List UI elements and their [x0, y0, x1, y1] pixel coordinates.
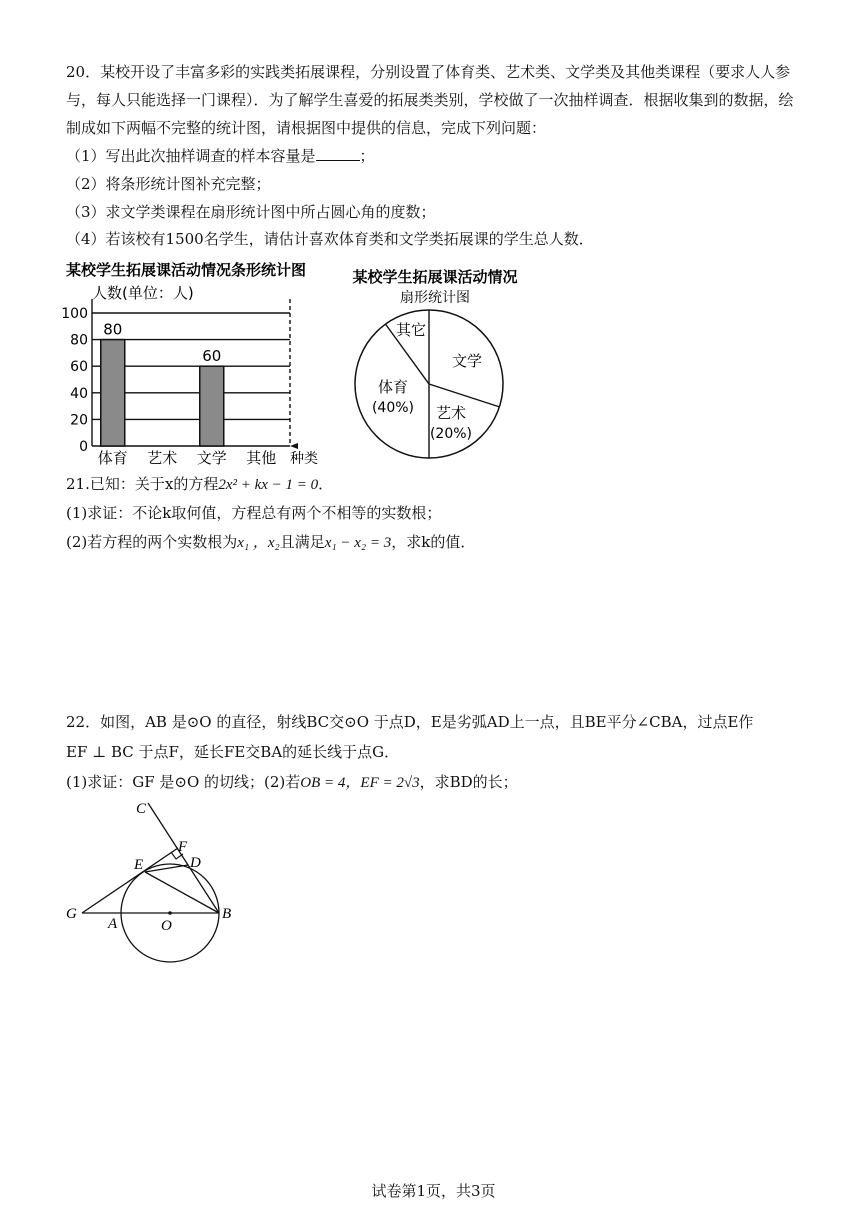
q20-item-1	[66, 146, 836, 166]
label-e: E	[134, 857, 144, 873]
bar-ytick-label: 40	[70, 385, 88, 402]
answer-blank	[316, 146, 360, 161]
page-footer: 试卷第1页，共3页	[371, 1182, 496, 1200]
q20-line-3: 制成如下两幅不完整的统计图，请根据图中提供的信息，完成下列问题：	[66, 119, 547, 137]
bar-xtick-label: 文学	[196, 449, 227, 467]
pie-label-艺术: 艺术	[435, 404, 467, 422]
pie-chart-subtitle: 扇形统计图	[400, 290, 470, 306]
q21-roots: x₁ ，x₂	[237, 535, 280, 551]
q20-item-4: （4）若该校有1500名学生，请估计喜欢体育类和文学类拓展课的学生总人数．	[66, 230, 594, 248]
pie-percent-label: (20%)	[429, 426, 473, 442]
geometry-figure	[60, 795, 250, 965]
bar-体育	[101, 340, 125, 446]
bar-chart-title: 某校学生拓展课活动情况条形统计图	[66, 261, 307, 279]
q20-line-1: 20．某校开设了丰富多彩的实践类拓展课程，分别设置了体育类、艺术类、文学类及其他类课程（要求人人参	[66, 63, 791, 81]
q21-prefix: 21.已知：关于x的方程	[66, 475, 219, 493]
bar-chart-ylabel: 人数(单位：人)	[92, 284, 194, 302]
q21-line1-end: ．	[318, 475, 334, 493]
q20-item-3: （3）求文学类课程在扇形统计图中所占圆心角的度数；	[66, 203, 436, 221]
bar-ytick-label: 80	[70, 332, 88, 349]
label-g: G	[66, 906, 77, 922]
bar-xtick-label: 艺术	[147, 449, 178, 467]
q20-line-2: 与，每人只能选择一门课程）．为了解学生喜爱的拓展类类别，学校做了一次抽样调查．根据收集到的数据，绘	[66, 91, 794, 109]
q20-item-1-text: （1）写出此次抽样调查的样本容量是	[66, 147, 316, 165]
bar-data-label: 60	[202, 347, 222, 366]
bar-ytick-label: 20	[70, 412, 88, 429]
bar-ytick-label: 100	[61, 306, 88, 322]
pie-chart-title: 某校学生拓展课活动情况	[352, 268, 518, 286]
label-d: D	[190, 855, 201, 871]
pie-label-文学: 文学	[451, 352, 483, 370]
bar-ytick-label: 60	[70, 359, 88, 376]
pie-label-体育: 体育	[377, 378, 409, 396]
q22-line-3	[66, 772, 836, 793]
q21-part-2	[66, 532, 836, 553]
q21-part2-end: ，求k的值．	[391, 533, 476, 551]
q21-condition: x₁ − x₂ = 3	[324, 535, 392, 551]
q21-part-1: (1)求证：不论k取何值，方程总有两个不相等的实数根；	[66, 504, 442, 522]
q21-part2-prefix: (2)若方程的两个实数根为	[66, 533, 238, 551]
bar-xtick-label: 体育	[97, 449, 128, 467]
bar-x-axis-arrow	[290, 443, 298, 449]
q22-line-2: EF ⊥ BC 于点F，延长FE交BA的延长线于点G．	[66, 743, 400, 761]
q22-line3-end: ，求BD的长；	[419, 773, 518, 791]
bar-文学	[200, 366, 224, 446]
ray-bc	[148, 803, 219, 913]
pie-percent-label: (40%)	[371, 400, 415, 416]
q22-given: OB = 4，EF = 2√3	[300, 775, 420, 791]
bar-ytick-label: 0	[79, 439, 88, 455]
label-c: C	[136, 801, 147, 817]
pie-label-其它: 其它	[395, 321, 427, 339]
label-a: A	[108, 916, 118, 932]
q21-line-1	[66, 474, 836, 495]
q20-item-2: （2）将条形统计图补充完整；	[66, 175, 271, 193]
label-f: F	[178, 839, 188, 855]
q22-line-1: 22．如图，AB 是⊙O 的直径，射线BC交⊙O 于点D，E是劣弧AD上一点，且BE平分∠CBA，过点E作	[66, 713, 754, 731]
bar-data-label: 80	[103, 320, 123, 339]
q22-line3-prefix: (1)求证：GF 是⊙O 的切线；(2)若	[66, 773, 301, 791]
q21-part2-mid: 且满足	[279, 533, 325, 551]
label-o: O	[161, 918, 172, 934]
center-point	[168, 911, 172, 915]
pie-chart	[335, 262, 535, 467]
bar-xtick-label: 其他	[246, 449, 277, 467]
q20-item-1-end: ；	[359, 147, 375, 165]
q21-equation: 2x² + kx − 1 = 0	[218, 477, 319, 493]
label-b: B	[222, 906, 232, 922]
segment-eb	[145, 872, 219, 913]
line-gf	[82, 848, 178, 913]
bar-chart	[60, 255, 345, 470]
bar-chart-xlabel: 种类	[290, 451, 318, 467]
